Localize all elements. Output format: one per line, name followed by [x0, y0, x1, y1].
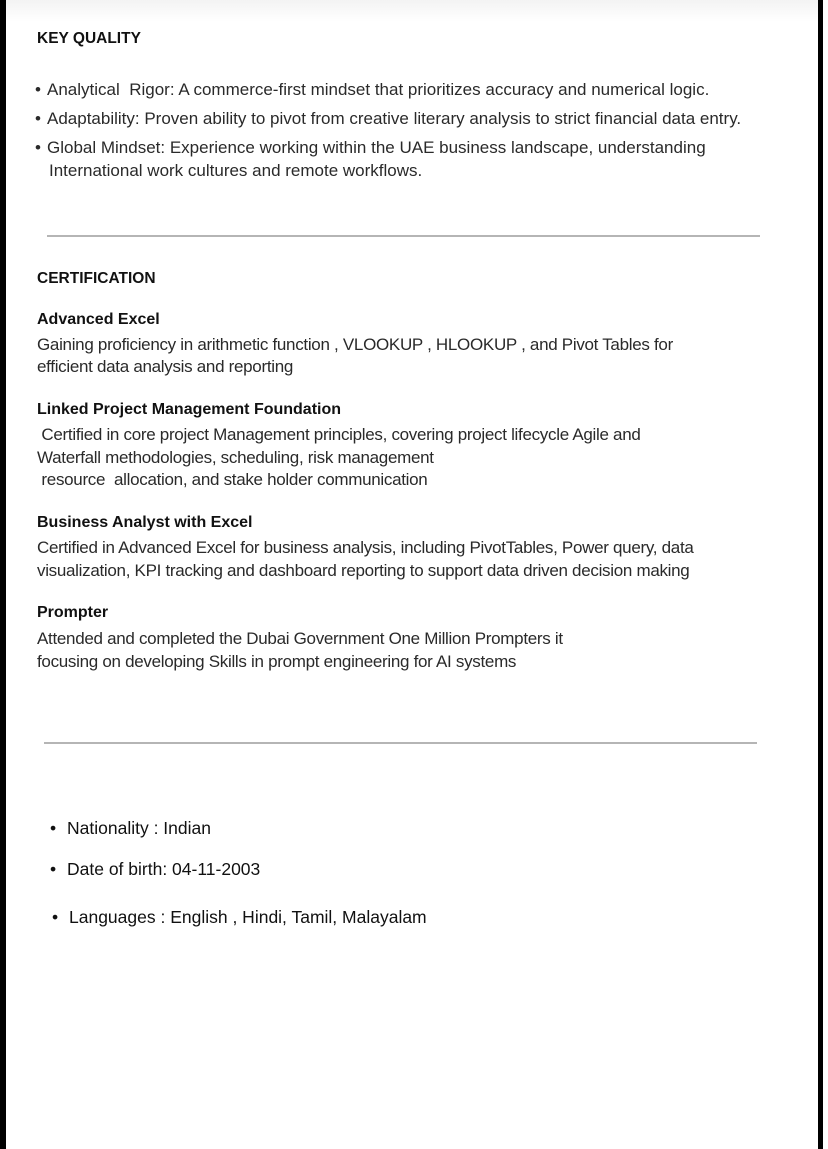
divider [47, 235, 760, 237]
cert-title: Advanced Excel [37, 311, 160, 328]
cert-title: Business Analyst with Excel [37, 514, 253, 531]
cert-description: resource allocation, and stake holder communication [37, 470, 428, 489]
cert-title: Linked Project Management Foundation [37, 401, 342, 418]
languages: Languages : English , Hindi, Tamil, Malayalam [69, 907, 427, 927]
cert-title: Prompter [37, 604, 109, 621]
cert-description: efficient data analysis and reporting [37, 357, 294, 376]
resume-page [6, 0, 818, 1149]
certification-heading: CERTIFICATION [37, 270, 156, 287]
bullet-icon: • [35, 109, 41, 128]
key-quality-item: Analytical Rigor: A commerce-first mindset that prioritizes accuracy and numerical logic. [47, 80, 710, 99]
bullet-icon: • [50, 859, 57, 879]
cert-description: Certified in core project Management principles, covering project lifecycle Agile and [37, 425, 641, 444]
cert-description: Certified in Advanced Excel for business analysis, including PivotTables, Power query, data [37, 538, 694, 557]
cert-description: focusing on developing Skills in prompt engineering for AI systems [37, 652, 517, 671]
right-edge [823, 0, 828, 1149]
cert-description: visualization, KPI tracking and dashboard reporting to support data driven decision making [37, 561, 690, 580]
key-quality-item: Global Mindset: Experience working within the UAE business landscape, understanding [47, 138, 706, 157]
bullet-icon: • [52, 907, 59, 927]
top-shadow [6, 0, 818, 22]
nationality: Nationality : Indian [67, 818, 211, 838]
cert-description: Waterfall methodologies, scheduling, risk management [37, 448, 434, 467]
cert-description: Gaining proficiency in arithmetic function , VLOOKUP , HLOOKUP , and Pivot Tables for [37, 335, 673, 354]
key-quality-item-cont: International work cultures and remote workflows. [49, 161, 423, 180]
key-quality-heading: KEY QUALITY [37, 30, 141, 47]
divider [44, 742, 757, 744]
cert-description: Attended and completed the Dubai Government One Million Prompters it [37, 629, 563, 648]
bullet-icon: • [35, 80, 41, 99]
key-quality-item: Adaptability: Proven ability to pivot from creative literary analysis to strict financial data entry. [47, 109, 742, 128]
bullet-icon: • [50, 818, 57, 838]
bullet-icon: • [35, 138, 41, 157]
date-of-birth: Date of birth: 04-11-2003 [67, 859, 261, 879]
